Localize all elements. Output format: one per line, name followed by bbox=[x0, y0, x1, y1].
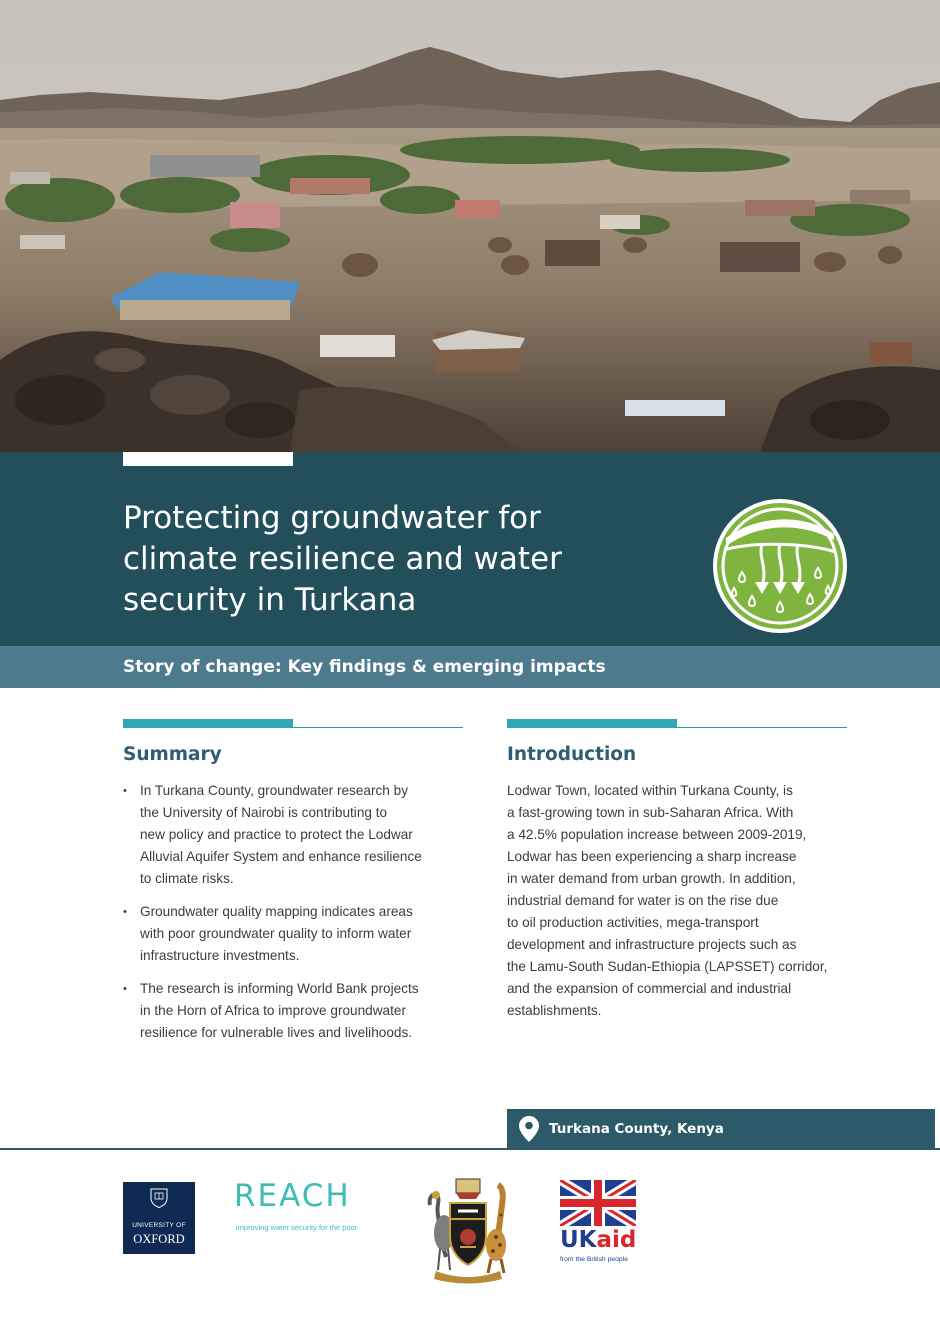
title-line: climate resilience and water bbox=[123, 541, 562, 577]
introduction-text: Lodwar Town, located within Turkana County, is a fast-growing town in sub-Saharan Africa. With a 42.5% population increase between 2009-2019, Lodwar has been experiencing a sharp increase in water demand from urban growth. In addition, industrial demand for water is on the rise due to oil production activities, mega-transport development and infrastructure projects such as the Lamu-South Sudan-Ethiopia (LAPSSET) corridor, and the expansion of commercial and industrial establishments. bbox=[507, 783, 828, 1018]
groundwater-recharge-icon bbox=[712, 498, 848, 634]
list-item: • The research is informing World Bank projects in the Horn of Africa to improve groundwater resilience for vulnerable lives and livelihoods. bbox=[123, 978, 468, 1044]
summary-list bbox=[123, 780, 468, 1055]
summary-accent bbox=[123, 719, 293, 728]
title-accent-tab bbox=[123, 452, 293, 466]
hero-photo bbox=[0, 0, 940, 452]
oxford-logo bbox=[123, 1182, 195, 1254]
summary-heading: Summary bbox=[123, 744, 222, 765]
title-line: security in Turkana bbox=[123, 582, 417, 618]
page-title bbox=[123, 498, 643, 621]
introduction-accent bbox=[507, 719, 677, 728]
reach-wordmark: REACH bbox=[234, 1178, 351, 1214]
oxford-line2: OXFORD bbox=[133, 1232, 185, 1246]
location-bar bbox=[507, 1109, 935, 1149]
oxford-line1: UNIVERSITY OF bbox=[132, 1222, 186, 1229]
introduction-heading: Introduction bbox=[507, 744, 637, 765]
ukaid-tagline: from the British people bbox=[560, 1256, 629, 1263]
oxford-crest-icon bbox=[150, 1188, 168, 1208]
location-text: Turkana County, Kenya bbox=[549, 1121, 724, 1137]
footer-rule bbox=[0, 1148, 940, 1150]
map-pin-icon bbox=[519, 1116, 539, 1142]
union-jack-icon bbox=[560, 1180, 636, 1226]
list-item: • In Turkana County, groundwater research by the University of Nairobi is contributing to new policy and practice to protect the Lodwar Alluvial Aquifer System and enhance resilience to climate risks. bbox=[123, 780, 468, 890]
reach-tagline: improving water security for the poor bbox=[236, 1223, 358, 1232]
bullet-icon: • bbox=[123, 983, 127, 995]
title-line: Protecting groundwater for bbox=[123, 500, 541, 536]
subtitle: Story of change: Key findings & emerging impacts bbox=[123, 657, 606, 677]
list-item: • Groundwater quality mapping indicates areas with poor groundwater quality to inform water infrastructure investments. bbox=[123, 901, 468, 967]
ukaid-logo bbox=[560, 1180, 640, 1268]
reach-logo bbox=[234, 1178, 394, 1238]
ukaid-wordmark: UKaid bbox=[560, 1227, 637, 1253]
bullet-icon: • bbox=[123, 785, 127, 797]
university-of-nairobi-crest bbox=[416, 1175, 520, 1285]
bullet-icon: • bbox=[123, 906, 127, 918]
